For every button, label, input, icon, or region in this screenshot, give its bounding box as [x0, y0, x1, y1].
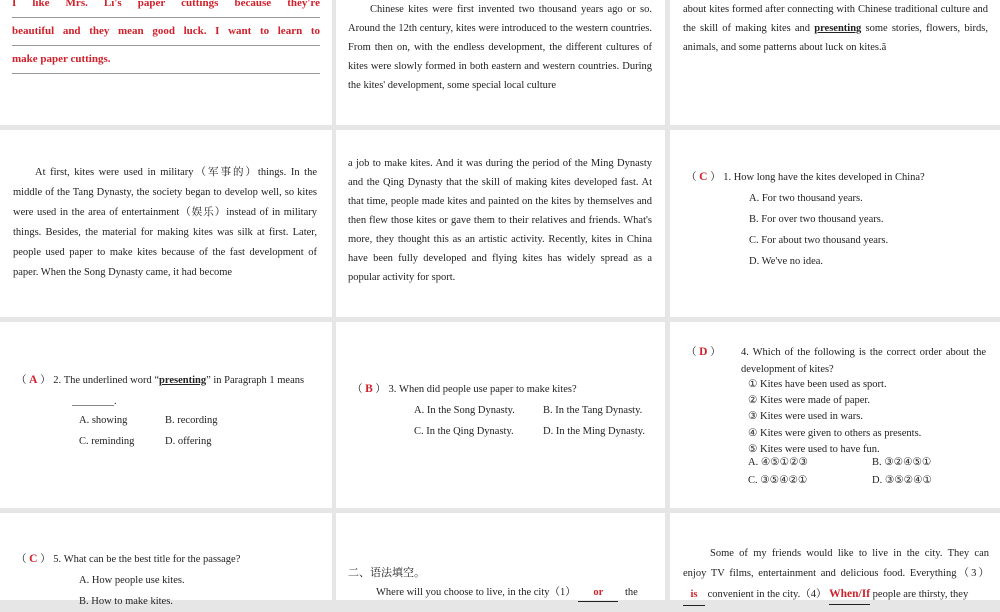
option-a: A. showing	[79, 415, 128, 426]
passage-line-2: enjoy TV films, entertainment and delicious food. Everything（3）	[683, 568, 989, 579]
underlined-word-ref: presenting	[159, 375, 207, 386]
order-item-4: ④ Kites were given to others as presents.	[748, 427, 922, 439]
answer-q2: A	[29, 374, 38, 386]
question-4: （ D ）	[686, 346, 721, 358]
answer-line-1: I like Mrs. Li's paper cuttings because they're	[12, 0, 320, 18]
panel-question-1	[670, 130, 1000, 317]
order-item-2: ② Kites were made of paper.	[748, 395, 870, 407]
question-2: （ A ） 2. The underlined word “presenting” in Paragraph 1 means	[16, 374, 305, 386]
answer-line-2: beautiful and they mean good luck. I want to learn to	[12, 18, 320, 46]
passage-line-1: Some of my friends would like to live in the city. They can	[710, 548, 989, 559]
answer-q3: B	[365, 383, 373, 395]
question-4-items	[748, 377, 988, 458]
option-b: B. In the Tang Dynasty.	[543, 405, 643, 416]
answer-blank-1: or	[578, 584, 618, 602]
option-a: A. ④⑤①②③	[748, 457, 808, 468]
panel-passage-intro	[336, 0, 665, 125]
question-2-options	[79, 410, 309, 452]
option-c: C. For about two thousand years.	[749, 235, 889, 246]
answer-q1: C	[699, 171, 708, 183]
answer-q5: C	[29, 553, 38, 565]
answer-q4: D	[699, 346, 708, 358]
answer-blank-4: When/If	[829, 584, 870, 605]
option-d: D. offering	[165, 436, 212, 447]
option-d: D. ③⑤②④①	[872, 475, 932, 486]
question-2-blank: ________.	[72, 396, 117, 407]
panel-kites-development	[336, 130, 665, 317]
panel-grammar-passage	[670, 513, 1000, 600]
option-d: D. We've no idea.	[749, 256, 824, 267]
option-c: C. In the Qing Dynasty.	[414, 426, 514, 437]
answer-line-3: make paper cuttings.	[12, 46, 320, 74]
passage-paragraph-2-cont: a job to make kites. And it was during the period of the Ming Dynasty and the Qing Dynasty that the skill of making kites developed fast. At that time, people made kites and painted on the kites by themselves and then flew those kites or gave them to their relatives and friends. What's more, they thought this as an artistic activity. Recently, kites in China have been fully developed and flying kites has widely spread as a popular activity for sport.	[348, 158, 652, 283]
underlined-word: presenting	[814, 23, 862, 34]
grammar-passage	[683, 544, 989, 606]
order-item-1: ① Kites have been used as sport.	[748, 379, 887, 390]
question-1: （ C ） 1. How long have the kites developed in China?	[686, 171, 925, 183]
question-5: （ C ） 5. What can be the best title for the passage?	[16, 553, 241, 565]
passage-line-3: is convenient in the city.（4） When/If people are thirsty, they	[683, 584, 989, 606]
passage-paragraph-1-cont: about kites formed after connecting with Chinese traditional culture and the skill of making kites and presenting some stories, flowers, birds, animals, and some patterns about luck on kites.ã	[683, 4, 988, 53]
question-4-stem: 4. Which of the following is the correct order about the development of kites?	[741, 347, 986, 375]
panel-grammar-fill	[336, 513, 665, 600]
question-5-stem: 5. What can be the best title for the passage?	[53, 554, 241, 565]
answer-blank-3: is	[683, 585, 705, 606]
panel-question-4	[670, 322, 1000, 508]
panel-question-5	[0, 513, 332, 607]
grammar-passage-line: Where will you choose to live, in the city（1） or the	[376, 584, 656, 602]
order-item-5: ⑤ Kites were used to have fun.	[748, 443, 880, 455]
question-5-options	[79, 570, 319, 612]
panel-passage-culture	[670, 0, 1000, 125]
option-a: A. In the Song Dynasty.	[414, 405, 515, 416]
option-c: C. reminding	[79, 436, 135, 447]
panel-question-2	[0, 322, 332, 508]
section-heading: 二、语法填空。	[348, 566, 425, 579]
question-4-options	[748, 454, 988, 490]
question-1-options	[749, 188, 979, 272]
panel-paper-cuttings	[0, 0, 332, 125]
option-b: B. recording	[165, 415, 218, 426]
option-b: B. For over two thousand years.	[749, 214, 884, 225]
question-3: （ B ） 3. When did people use paper to make kites?	[352, 383, 577, 395]
option-b: B. How to make kites.	[79, 596, 173, 607]
option-a: A. For two thousand years.	[749, 193, 863, 204]
question-1-stem: 1. How long have the kites developed in China?	[723, 172, 925, 183]
panel-question-3	[336, 322, 665, 508]
option-a: A. How people use kites.	[79, 575, 185, 586]
option-b: B. ③②④⑤①	[872, 457, 932, 468]
question-3-stem: 3. When did people use paper to make kites?	[388, 384, 577, 395]
passage-paragraph-1: Chinese kites were first invented two thousand years ago or so. Around the 12th century, kites were introduced to the western countries. From then on, with the endless development, the different cultures of kites were slowly formed in both eastern and western countries. During the kites' development, some special local culture	[348, 4, 652, 91]
option-c: C. ③⑤④②①	[748, 475, 808, 486]
option-d: D. In the Ming Dynasty.	[543, 426, 645, 437]
passage-paragraph-2: At first, kites were used in military（军事的）things. In the middle of the Tang Dynasty, the society began to develop well, so kites were used in the area of entertainment（娱乐）instead of in military things. Besides, the material for making kites was silk at first. Later, people used paper to make kites because of the fast development of paper. When the Song Dynasty came, it had become	[13, 167, 317, 278]
panel-kites-history	[0, 130, 332, 317]
order-item-3: ③ Kites were used in wars.	[748, 411, 863, 423]
question-3-options	[414, 400, 664, 442]
